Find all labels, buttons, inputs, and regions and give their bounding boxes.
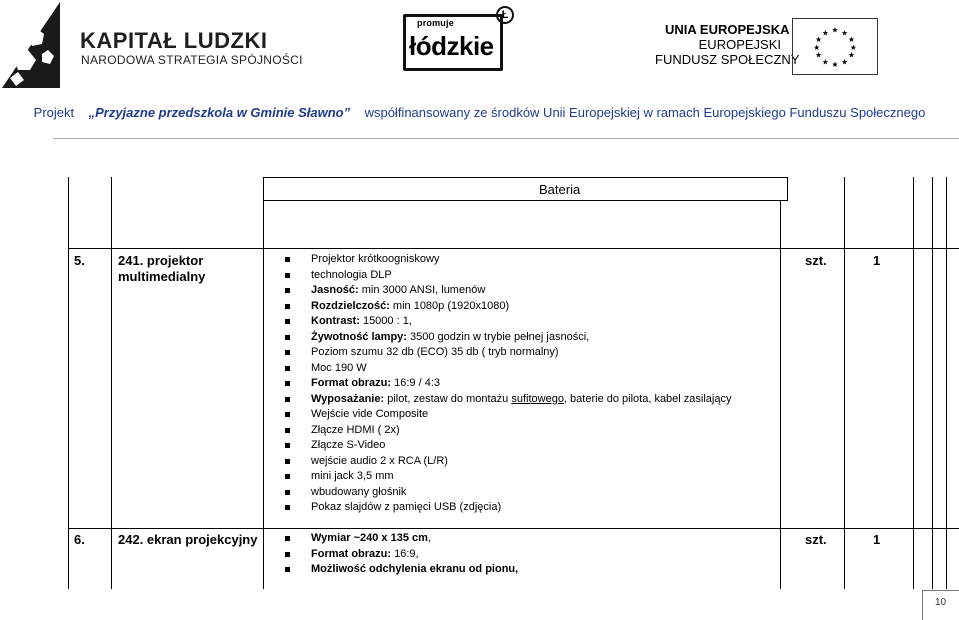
row-number: 6. (74, 532, 85, 547)
svg-text:★: ★ (813, 42, 821, 52)
table-line (68, 177, 69, 589)
table-line (263, 200, 787, 201)
quantity: 1 (873, 253, 881, 268)
table-line (263, 177, 787, 178)
svg-text:★: ★ (831, 60, 839, 70)
list-item: Jasność: min 3000 ANSI, lumenów (285, 283, 731, 299)
list-item: Złącze S-Video (285, 438, 731, 454)
list-item: Złącze HDMI ( 2x) (285, 423, 731, 439)
svg-text:★: ★ (821, 57, 829, 67)
lodzkie-text: łódzkie (409, 31, 494, 61)
list-item: technologia DLP (285, 268, 731, 284)
ue-title: UNIA EUROPEJSKA (665, 22, 790, 37)
item-name: 242. ekran projekcyjny (118, 532, 258, 547)
svg-text:★: ★ (841, 57, 849, 67)
list-item: wejście audio 2 x RCA (L/R) (285, 454, 731, 470)
eu-flag-icon (792, 18, 878, 75)
unit-label: szt. (805, 253, 827, 268)
list-item: Format obrazu: 16:9, (285, 547, 518, 563)
page-number: 10 (934, 597, 947, 608)
project-prefix: Projekt (33, 105, 75, 120)
lodzkie-mark-icon: Ł (496, 6, 514, 24)
kapital-ludzki-title: KAPITAŁ LUDZKI (80, 28, 268, 53)
header-divider (53, 138, 959, 139)
list-item: Możliwość odchylenia ekranu od pionu, (285, 562, 518, 578)
table-line (844, 177, 845, 589)
svg-text:★: ★ (821, 28, 829, 38)
quantity: 1 (873, 532, 881, 547)
svg-text:★: ★ (831, 25, 839, 35)
list-item: Pokaz slajdów z pamięci USB (zdjęcia) (285, 500, 731, 516)
table-line (263, 177, 264, 589)
list-item: Projektor krótkoogniskowy (285, 252, 731, 268)
svg-text:★: ★ (847, 35, 855, 45)
list-item: Wymiar ~240 x 135 cm, (285, 531, 518, 547)
svg-text:★: ★ (815, 50, 823, 60)
table-line (780, 201, 781, 589)
list-item: Wyposażanie: pilot, zestaw do montażu sufitowego, baterie do pilota, kabel zasilający (285, 392, 731, 408)
list-item: Kontrast: 15000 : 1, (285, 314, 731, 330)
svg-text:★: ★ (847, 50, 855, 60)
table-line (68, 528, 959, 529)
project-banner (0, 105, 959, 120)
prev-row-text: Bateria (539, 182, 581, 197)
svg-text:★: ★ (849, 42, 857, 52)
list-item: Moc 190 W (285, 361, 731, 377)
promuje-text: promuje (417, 18, 454, 28)
table-line (913, 177, 914, 589)
project-title: „Przyjazne przedszkola w Gminie Sławno” (88, 105, 351, 120)
table-line (932, 177, 933, 589)
table-line (111, 177, 112, 589)
ue-line3: FUNDUSZ SPOŁECZNY (655, 52, 800, 67)
item-name-cont: multimedialny (118, 269, 206, 284)
list-item: Wejście vide Composite (285, 407, 731, 423)
table-line (68, 248, 959, 249)
kapital-ludzki-subtitle: NARODOWA STRATEGIA SPÓJNOŚCI (81, 53, 303, 67)
item-name: 241. projektor (118, 253, 204, 268)
table-line (946, 177, 947, 589)
list-item: Poziom szumu 32 db (ECO) 35 db ( tryb normalny) (285, 345, 731, 361)
list-item: Rozdzielczość: min 1080p (1920x1080) (285, 299, 731, 315)
list-item: wbudowany głośnik (285, 485, 731, 501)
ue-line2: EUROPEJSKI (698, 37, 781, 52)
project-suffix: współfinansowany ze środków Unii Europejskiej w ramach Europejskiego Funduszu Społecznego (364, 105, 926, 120)
spec-list (285, 252, 731, 516)
list-item: Format obrazu: 16:9 / 4:3 (285, 376, 731, 392)
list-item: mini jack 3,5 mm (285, 469, 731, 485)
svg-text:★: ★ (815, 35, 823, 45)
spec-list (285, 531, 518, 578)
list-item: Żywotność lampy: 3500 godzin w trybie pełnej jasności, (285, 330, 731, 346)
unit-label: szt. (805, 532, 827, 547)
table-line (787, 177, 788, 201)
svg-text:★: ★ (841, 28, 849, 38)
row-number: 5. (74, 253, 85, 268)
